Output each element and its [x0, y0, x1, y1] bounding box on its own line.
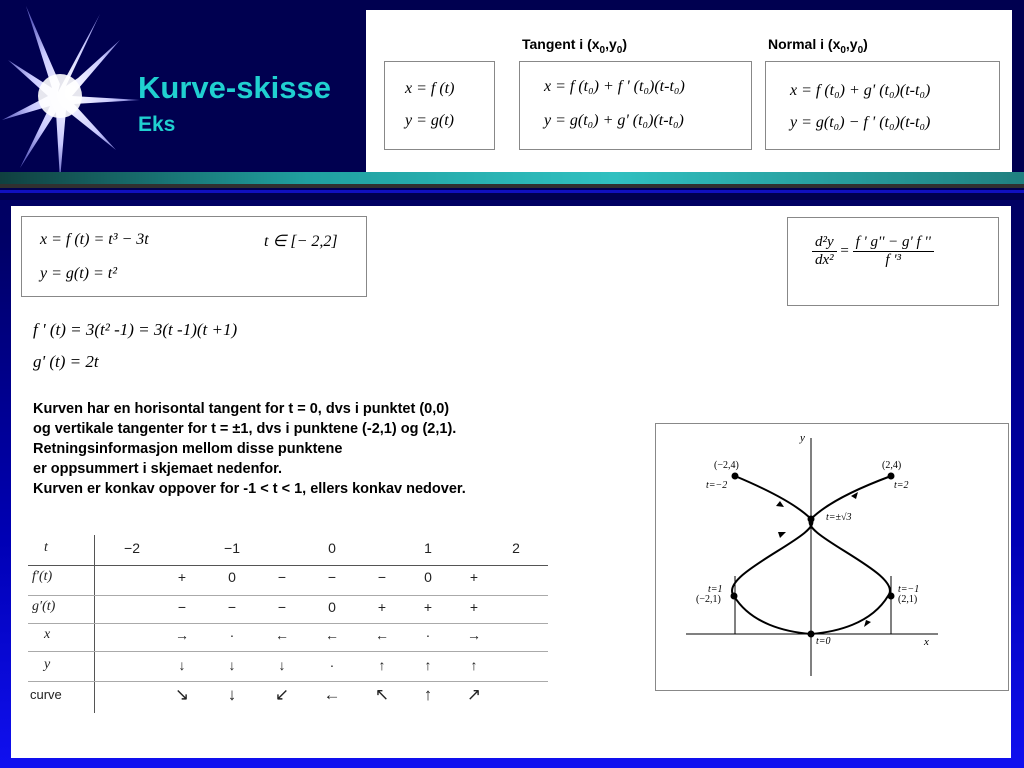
t-value: 0 [328, 540, 336, 556]
point-left [731, 593, 738, 600]
table-cell: ↓ [178, 657, 186, 673]
label-t-zero: t=0 [816, 636, 831, 647]
table-cell: 0 [328, 599, 336, 615]
direction-arrow [776, 501, 784, 507]
table-cell: ↘ [174, 685, 190, 704]
text-line: Kurven har en horisontal tangent for t = 0, dvs i punktet (0,0) [33, 401, 450, 417]
y-axis-label: y [800, 432, 805, 444]
table-cell: ← [375, 627, 389, 643]
explanation-text [33, 399, 466, 499]
table-cell: 0 [424, 569, 432, 585]
table-cell: ↑ [378, 657, 386, 673]
label-t-right: t=−1 [898, 584, 920, 595]
parametric-curve [732, 476, 891, 634]
table-hline [28, 565, 548, 566]
table-cell: + [469, 599, 479, 615]
table-cell: ← [323, 685, 341, 704]
table-hline [28, 623, 548, 624]
example-domain: t ∈ [− 2,2] [264, 233, 338, 250]
example-y-eq: y = g(t) = t² [40, 265, 118, 282]
example-x-eq: x = f (t) = t³ − 3t [40, 231, 149, 248]
table-cell: → [175, 627, 189, 643]
text-line: er oppsummert i skjemaet nedenfor. [33, 461, 282, 477]
text-line: Retningsinformasjon mellom disse punktene [33, 441, 343, 457]
table-cell: − [277, 599, 287, 615]
second-derivative-box [787, 217, 999, 306]
text-line: og vertikale tangenter for t = ±1, dvs i punktene (-2,1) og (2,1). [33, 421, 457, 437]
table-cell: − [277, 569, 287, 585]
header-panel [366, 10, 1012, 173]
table-vline [94, 535, 95, 713]
tangent-label: Tangent i $(x_0,y_0)$ [522, 36, 628, 56]
row-label: y [44, 657, 51, 672]
table-cell: ↗ [466, 685, 482, 704]
table-header-label: t [44, 540, 48, 555]
table-cell: ↓ [278, 657, 286, 673]
table-cell: → [467, 627, 481, 643]
t-value: −1 [224, 540, 240, 556]
label-point-left: (−2,1) [696, 594, 721, 605]
fprime-eq: f ' (t) = 3(t² -1) = 3(t -1)(t +1) [33, 320, 238, 339]
row-label: x [44, 627, 51, 642]
table-cell: 0 [228, 569, 236, 585]
tangent-box [519, 61, 752, 150]
table-hline [28, 681, 548, 682]
table-cell: − [327, 569, 337, 585]
star-icon [0, 0, 150, 185]
normal-box [765, 61, 1000, 150]
table-cell: · [425, 627, 431, 643]
slide-subtitle: Eks [138, 113, 176, 136]
slide-title: Kurve-skisse [138, 70, 332, 105]
label-point-ul: (−2,4) [714, 460, 739, 471]
gprime-eq: g' (t) = 2t [33, 352, 99, 371]
point-origin [808, 631, 815, 638]
table-cell: + [469, 569, 479, 585]
label-point-ur: (2,4) [882, 460, 902, 471]
table-cell: ↖ [374, 685, 390, 704]
table-cell: − [177, 599, 187, 615]
table-cell: ↑ [424, 657, 432, 673]
table-cell: ↓ [227, 685, 237, 704]
normal-x: x = f (t₀) + g' (t₀)(t-t₀) [790, 82, 931, 99]
table-hline [28, 595, 548, 596]
table-cell: ↙ [274, 685, 290, 704]
table-cell: + [423, 599, 433, 615]
label-t-ul: t=−2 [706, 480, 728, 491]
table-cell: + [377, 599, 387, 615]
param-x: x = f (t) [405, 80, 455, 97]
table-cell: + [177, 569, 187, 585]
label-t-crossing: t=±√3 [826, 512, 852, 523]
sign-table [28, 535, 558, 715]
t-value: 1 [424, 540, 432, 556]
second-derivative-formula: $\frac{\text{d²y}}{\text{dx²}}$ = $\frac{f ' g'' - g' f ''}{\text{f '³}}$ [812, 234, 934, 269]
stripe-dark [0, 184, 1024, 188]
table-hline [28, 651, 548, 652]
table-cell: · [229, 627, 235, 643]
curve-graph [656, 424, 1008, 690]
label-t-ur: t=2 [894, 480, 909, 491]
table-cell: ↑ [423, 685, 433, 704]
label-t-left: t=1 [708, 584, 723, 595]
point-upper-left [732, 473, 739, 480]
row-label: f′(t) [32, 569, 53, 584]
direction-arrow [864, 620, 871, 627]
table-cell: ↑ [470, 657, 478, 673]
example-box [21, 216, 367, 297]
row-label: g′(t) [32, 599, 56, 614]
table-cell: ← [325, 627, 339, 643]
tangent-y: y = g(t₀) + g' (t₀)(t-t₀) [544, 112, 684, 129]
point-upper-right [888, 473, 895, 480]
stripe-cyan [0, 172, 1024, 184]
normal-y: y = g(t₀) − f ' (t₀)(t-t₀) [790, 114, 931, 131]
param-y: y = g(t) [405, 112, 454, 129]
point-right [888, 593, 895, 600]
table-cell: · [329, 657, 335, 673]
direction-arrow [778, 532, 786, 538]
x-axis-label: x [924, 636, 929, 648]
text-line: Kurven er konkav oppover for -1 < t < 1, ellers konkav nedover. [33, 481, 466, 497]
table-cell: ← [275, 627, 289, 643]
tangent-x: x = f (t₀) + f ' (t₀)(t-t₀) [544, 78, 685, 95]
normal-label: Normal i $(x_0,y_0)$ [768, 36, 868, 56]
table-cell: − [377, 569, 387, 585]
curve-graph-box [655, 423, 1009, 691]
param-box [384, 61, 495, 150]
stripe-blue [0, 190, 1024, 193]
table-cell: − [227, 599, 237, 615]
table-cell: ↓ [228, 657, 236, 673]
label-point-right: (2,1) [898, 594, 918, 605]
row-label: curve [30, 687, 62, 702]
t-value: 2 [512, 540, 520, 556]
t-value: −2 [124, 540, 140, 556]
point-crossing [808, 516, 815, 523]
